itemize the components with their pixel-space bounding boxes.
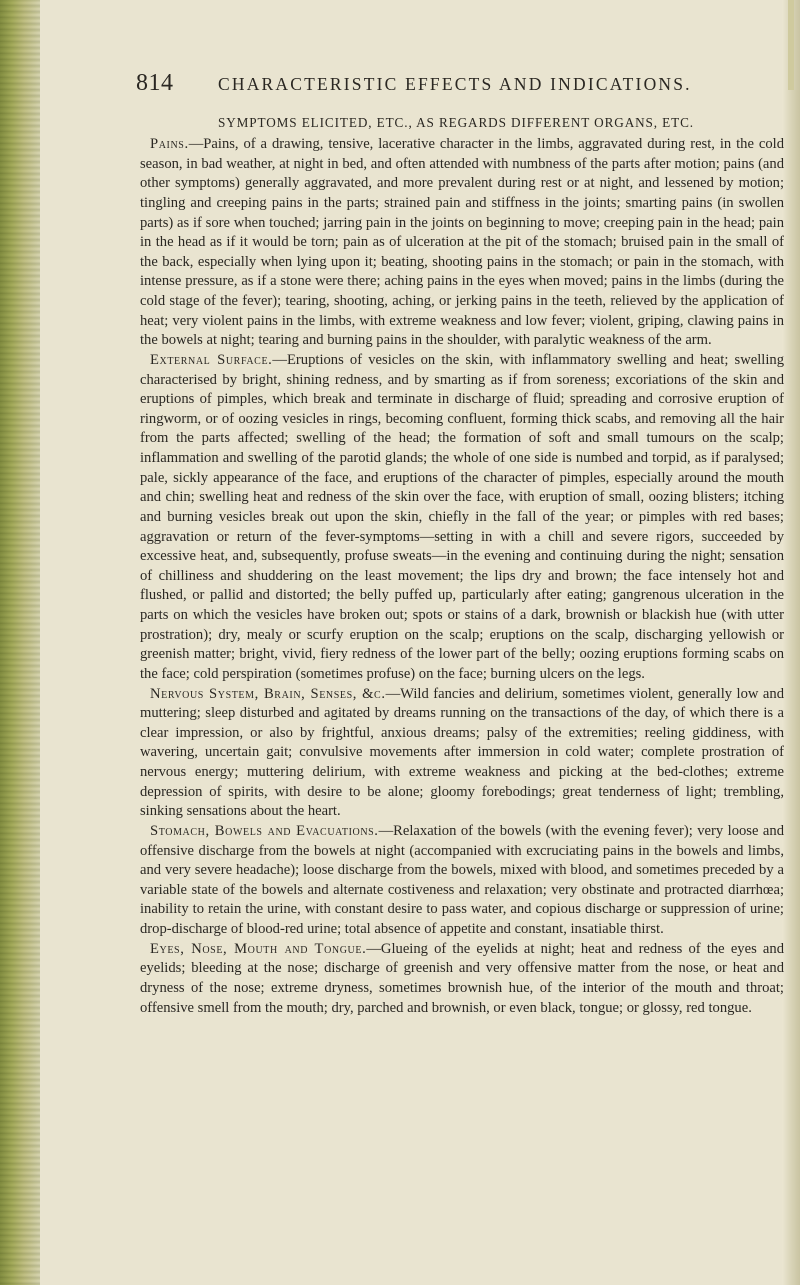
paragraph-text: —Pains, of a drawing, tensive, lacerative character in the limbs, aggravated during rest, in the cold season, in bad weather, at night in bed, and often attended with numbness of the parts after motion; pains (and other symptoms) generally aggravated, and more prevalent during rest or at night, and lessened by motion; tingling and creeping pains in the parts; strained pain and stiffness in the joints; smarting pains (in swollen parts) as if sore when touched; jarring pain in the joints on beginning to move; creeping pain in the head; pain in the head as if it would be torn; pain as of ulceration at the pit of the stomach; bruised pain in the small of the back, especially when lying upon it; beating, shooting pains in the stomach; or pain in the stomach, with intense pressure, as if a stone were there; aching pains in the eyes when moved; pains in the limbs (during the cold stage of the fever); tearing, shooting, aching, or jerking pains in the teeth, relieved by the application of heat; very violent pains in the limbs, with extreme weakness and low fever; violent, griping, clawing pains in the bowels at night; tearing and burning pains in the shoulder, with paralytic weakness of the arm. — [140, 136, 784, 349]
page-right-edge — [782, 0, 800, 1285]
running-head: CHARACTERISTIC EFFECTS AND INDICATIONS. — [218, 74, 692, 94]
page-number: 814 — [136, 70, 174, 96]
book-page — [136, 70, 784, 1018]
paragraph-heading: Pains. — [150, 136, 189, 152]
paragraph-text: —Relaxation of the bowels (with the evening fever); very loose and offensive discharge from the bowels at night (accompanied with excruciating pains in the bowels and limbs, and very severe headache); loose discharge from the bowels, mixed with blood, and sometimes preceded by a variable state of the bowels and alternate costiveness and relaxation; very obstinate and protracted diarrhœa; inability to retain the urine, with constant desire to pass water, and copious discharge or suppression of urine; drop-discharge of blood-red urine; total absence of appetite and constant, insatiable thirst. — [140, 822, 784, 937]
paragraph-text: —Glueing of the eyelids at night; heat and redness of the eyes and eyelids; bleeding at the nose; discharge of greenish and very offensive matter from the nose, or heat and dryness of the nose; extreme dryness, sometimes brownish hue, of the interior of the mouth and throat; offensive smell from the mouth; dry, parched and brownish, or even black, tongue; or glossy, red tongue. — [140, 940, 784, 1016]
page-edge-mark — [788, 0, 794, 90]
paragraph-text: —Wild fancies and delirium, sometimes violent, generally low and muttering; sleep disturbed and agitated by dreams running on the transactions of the day, of which there is a clear impression, or also by frightful, anxious dreams; palsy of the extremities; reeling giddiness, with wavering, uncertain gait; convulsive movements after immersion in cold water; complete prostration of nervous energy; muttering delirium, with extreme weakness and picking at the bed-clothes; extreme depression of spirits, with desire to be alone; gloomy forebodings; great tenderness of light; trembling, sinking sensations about the heart. — [140, 685, 784, 820]
paragraph-stomach-bowels — [136, 822, 784, 940]
paragraph-heading: Stomach, Bowels and Evacuations. — [150, 822, 379, 839]
section-title: SYMPTOMS ELICITED, ETC., AS REGARDS DIFFERENT ORGANS, ETC. — [218, 115, 694, 130]
page-header — [136, 70, 784, 97]
paragraph-text: —Eruptions of vesicles on the skin, with inflammatory swelling and heat; swelling characterised by bright, shining redness, and by smarting as if from soreness; excoriations of the skin and eruptions of pimples, which break and terminate in discharge of fluid; spreading and corrosive eruption of ringworm, or of oozing vesicles in rings, becoming confluent, forming thick scabs, and removing all the hair from the parts affected; swelling of the head; the formation of soft and small tumours on the scalp; inflammation and swelling of the parotid glands; the whole of one side is numbed and torpid, as if paralysed; pale, sickly appearance of the face, and eruptions of the character of pimples, especially around the mouth and chin; swelling heat and redness of the skin over the face, with eruption of small, oozing blisters; itching and burning vesicles break out upon the skin, chiefly in the fall of the year; or pimples with red bases; aggravation or return of the fever-symptoms—setting in with a chill and severe rigors, succeeded by excessive heat, and, subsequently, profuse sweats—in the evening and continuing during the night; sensation of chilliness and shuddering on the least movement; the lips dry and brown; the face intensely hot and flushed, or pallid and distorted; the belly puffed up, particularly after eating; gangrenous ulceration in the parts on which the vesicles have broken out; spots or stains of a dark, brownish or blackish hue (with utter prostration); dry, mealy or scurfy eruption on the scalp; eruptions on the scalp, discharging yellowish or greenish matter; bright, vivid, fiery redness of the lower part of the belly; oozing eruptions forming scabs on the face; cold perspiration (sometimes profuse) on the face; burning ulcers on the legs. — [140, 351, 784, 682]
paragraph-heading: Nervous System, Brain, Senses, &c. — [150, 685, 386, 702]
page-gutter-shadow — [0, 0, 40, 1285]
paragraph-heading: Eyes, Nose, Mouth and Tongue. — [150, 940, 367, 957]
paragraph-external-surface — [136, 351, 784, 685]
paragraph-eyes-nose-mouth — [136, 940, 784, 1019]
paragraph-pains — [136, 135, 784, 351]
paragraph-heading: External Surface. — [150, 351, 273, 368]
paragraph-nervous-system — [136, 685, 784, 822]
